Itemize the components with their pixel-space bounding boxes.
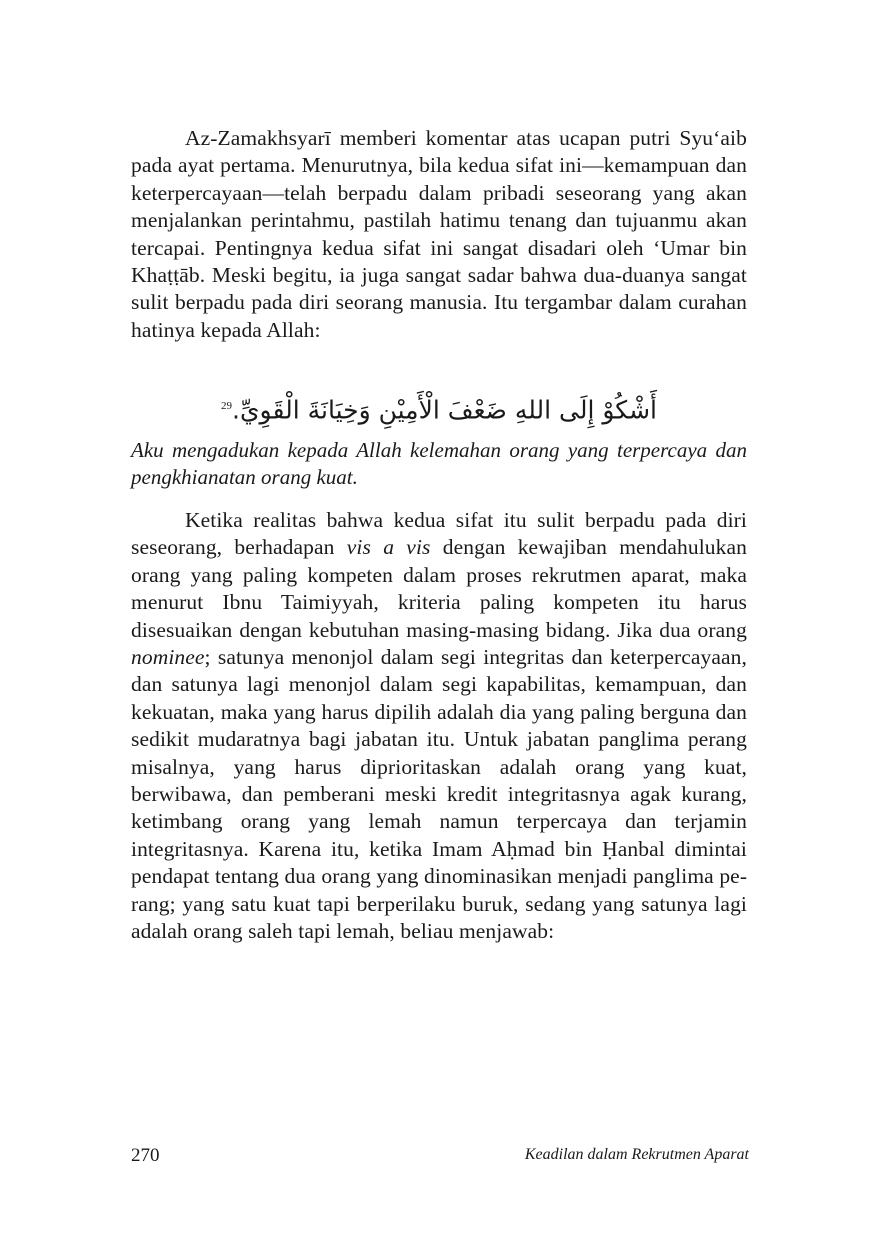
paragraph-main-text-c: ; satunya menonjol dalam segi integritas dan keterpercayaan, dan satunya lagi menonjol dalam segi kapabilitas, kemampuan, dan kekuatan, maka yang harus dipilih adalah dia yang paling berguna dan sedikit mudaratnya bagi jabatan itu. Untuk jabatan panglima perang misalnya, yang harus diprioritaskan adalah orang yang kuat, berwibawa, dan pemberani meski kredit integritasnya agak kurang, ketimbang orang yang lemah namun terpercaya dan terjamin integritasnya. Karena itu, ketika Imam Aḥmad bin Ḥanbal dimintai pendapat tentang dua orang yang dinominasikan menjadi panglima perang; yang satu kuat tapi berperilaku buruk, sedang yang satunya lagi adalah orang saleh tapi lemah, beliau menjawab: (131, 645, 747, 944)
quote-translation-text: Aku mengadukan kepada Allah kelemahan orang yang terpercaya dan pengkhianatan orang kuat. (131, 438, 747, 490)
page-footer (131, 1145, 747, 1169)
footnote-reference[interactable]: 29 (221, 400, 233, 412)
page-number: 270 (131, 1145, 160, 1166)
paragraph-intro (131, 125, 747, 344)
paragraph-main (131, 507, 747, 946)
paragraph-main-text-b: dengan kewajiban mendahulukan orang yang paling kompeten dalam proses rekrutmen aparat, maka menurut Ibnu Taimiyyah, kriteria paling kompeten itu harus disesuaikan dengan kebutuhan masing-masing bidang. Jika dua orang (131, 535, 747, 642)
paragraph-intro-text: Az-Zamakhsyarī memberi komentar atas ucapan putri Syu‘aib pada ayat pertama. Menurutnya, bila kedua sifat ini—kemampuan dan keterpercayaan—telah berpadu dalam pribadi seseorang yang akan menjalankan perintahmu, pastilah hatimu tenang dan tujuanmu akan tercapai. Pentingnya kedua sifat ini sangat disadari oleh ‘Umar bin Khaṭṭāb. Meski begitu, ia juga sangat sadar bahwa dua-duanya sangat sulit berpadu pada diri seorang manusia. Itu tergambar dalam curahan hatinya kepada Allah: (131, 126, 747, 342)
emphasis-vis-a-vis: vis a vis (346, 535, 431, 560)
quote-translation (131, 437, 747, 492)
paragraph-main-text-a: Ketika realitas bahwa kedua sifat itu sulit berpadu pada diri seseorang, berhadapan (131, 508, 747, 560)
arabic-quote (131, 386, 747, 430)
arabic-quote-text: أَشْكُوْ إِلَى اللهِ ضَعْفَ الْأَمِيْنِ وَخِيَانَةَ الْقَوِيِّ. (232, 395, 657, 425)
emphasis-nominee: nominee (131, 645, 205, 670)
running-title: Keadilan dalam Rekrutmen Aparat (524, 1146, 749, 1163)
